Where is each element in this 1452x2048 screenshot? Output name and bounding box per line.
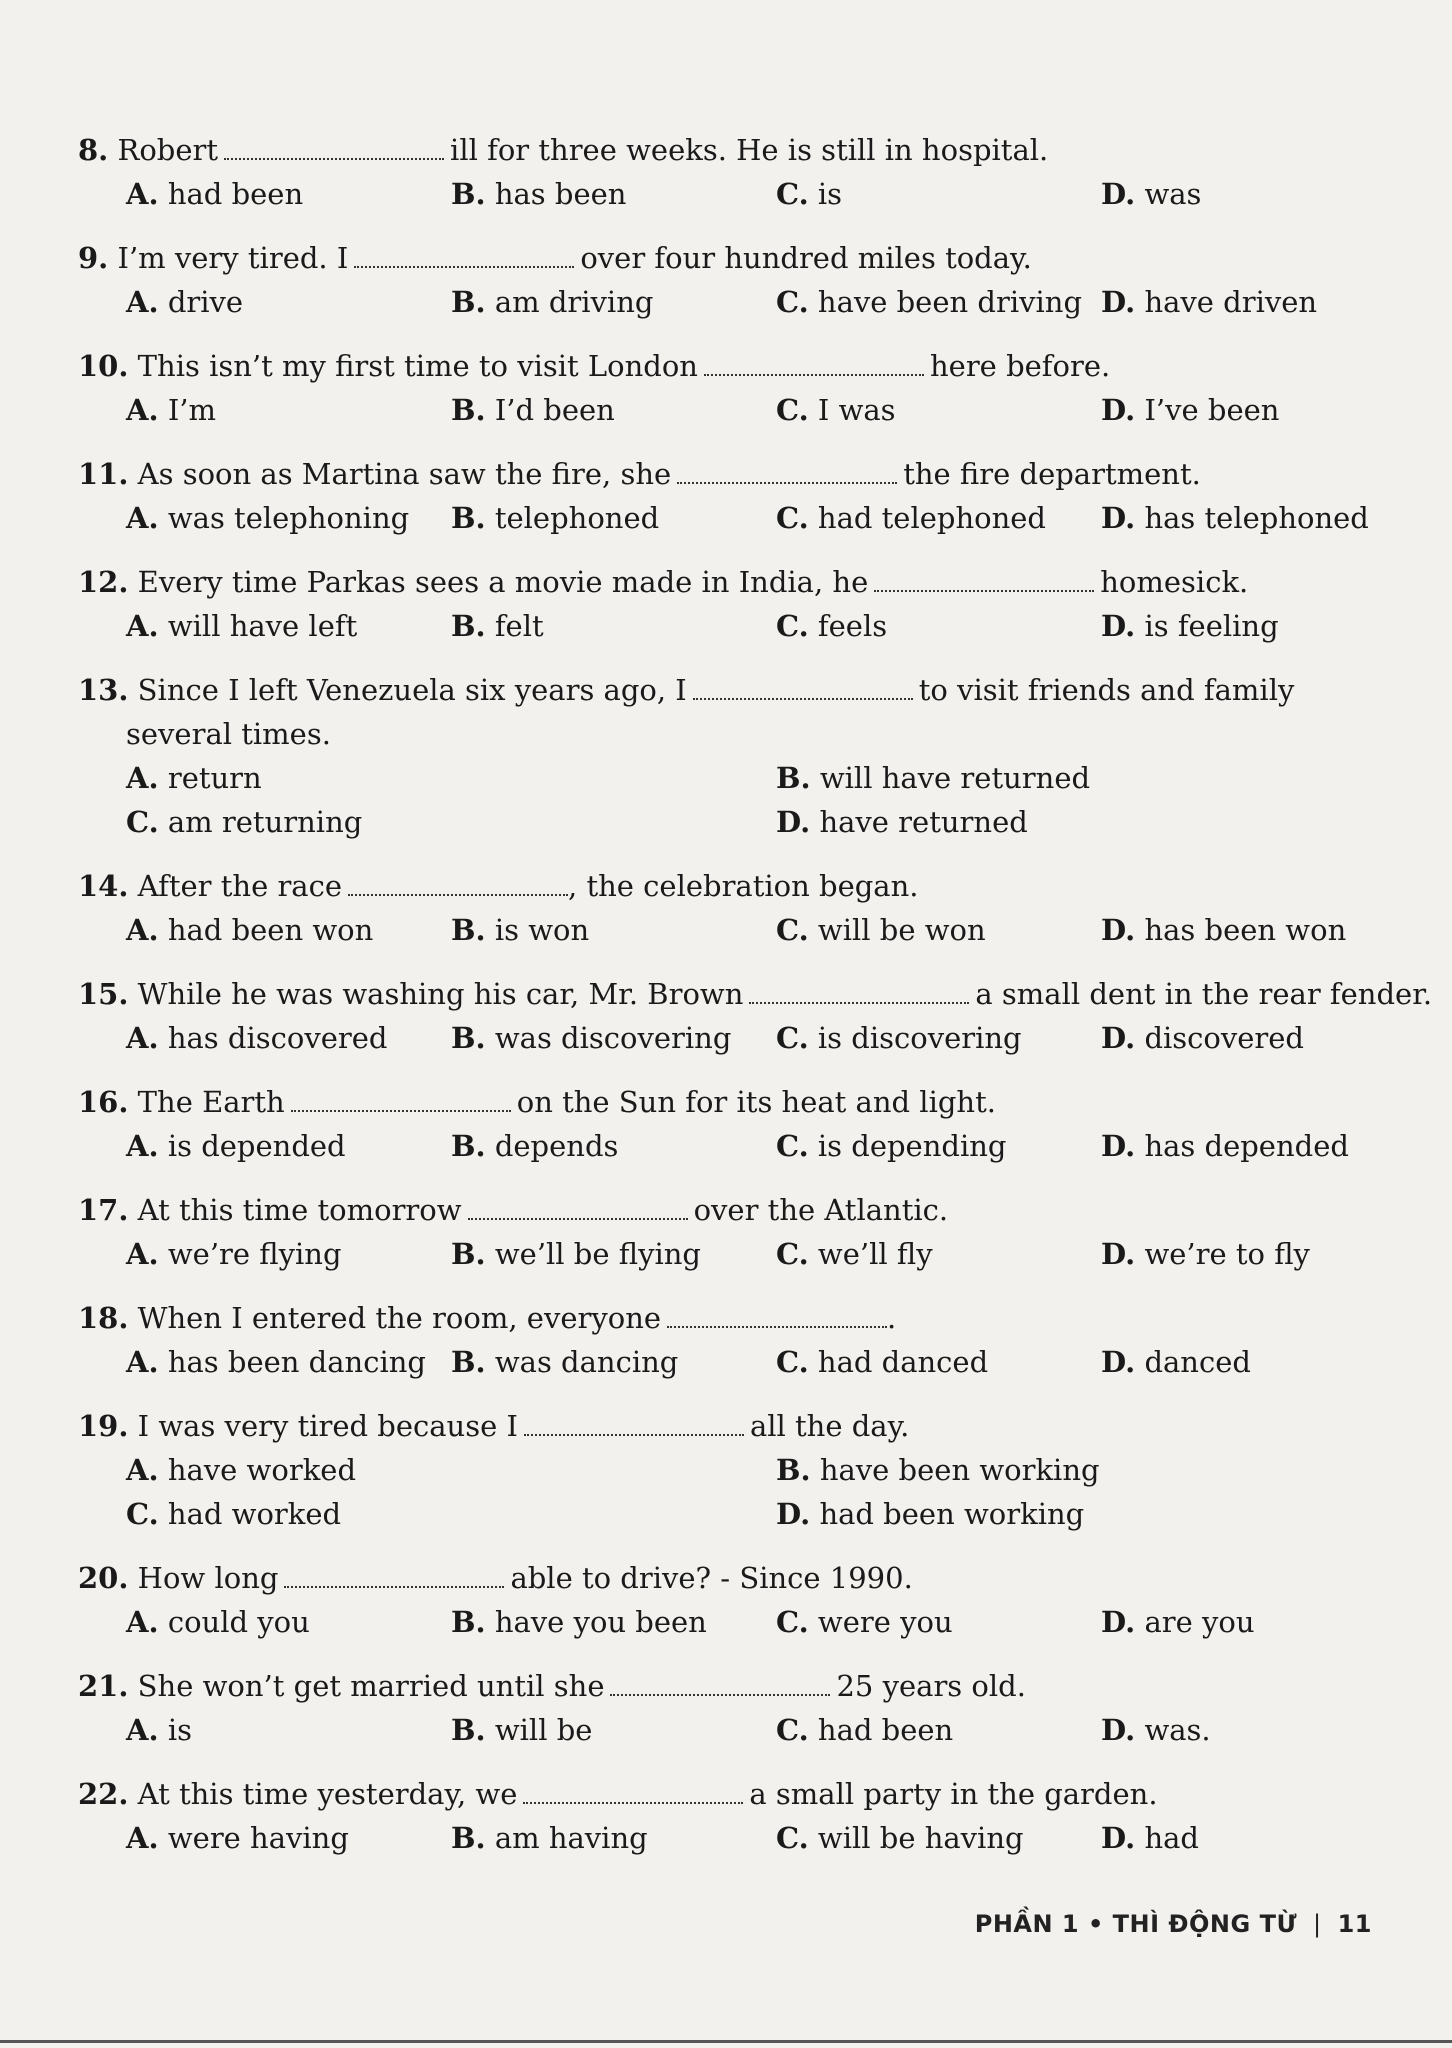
question-text-before: I was very tired because I bbox=[137, 1409, 518, 1443]
answer-blank bbox=[749, 982, 969, 1004]
question-text-before: At this time tomorrow bbox=[137, 1193, 462, 1227]
option-letter: A. bbox=[126, 1129, 159, 1163]
answer-option[interactable] bbox=[126, 496, 451, 540]
option-text: had been bbox=[817, 1713, 954, 1747]
question-stem bbox=[78, 668, 1378, 712]
answer-blank bbox=[677, 462, 897, 484]
question-item bbox=[78, 1080, 1378, 1168]
question-item bbox=[78, 1772, 1378, 1860]
option-letter: D. bbox=[1101, 913, 1136, 947]
question-text-after: homesick. bbox=[1100, 565, 1249, 599]
answer-option[interactable] bbox=[451, 1600, 776, 1644]
option-text: has been won bbox=[1144, 913, 1347, 947]
question-item bbox=[78, 668, 1378, 844]
question-item bbox=[78, 236, 1378, 324]
question-text-after: all the day. bbox=[749, 1409, 910, 1443]
answer-option[interactable] bbox=[451, 388, 776, 432]
answer-options bbox=[78, 1340, 1378, 1384]
answer-option[interactable] bbox=[126, 756, 776, 800]
answer-option[interactable] bbox=[451, 280, 776, 324]
option-text: has depended bbox=[1144, 1129, 1349, 1163]
question-text-before: How long bbox=[137, 1561, 279, 1595]
option-letter: B. bbox=[451, 1821, 486, 1855]
answer-blank bbox=[354, 246, 574, 268]
question-text-after: on the Sun for its heat and light. bbox=[516, 1085, 996, 1119]
question-stem bbox=[78, 1296, 1378, 1340]
question-text-before: She won’t get married until she bbox=[137, 1669, 605, 1703]
answer-option[interactable] bbox=[776, 1124, 1101, 1168]
option-letter: A. bbox=[126, 393, 159, 427]
page-number: 11 bbox=[1337, 1910, 1372, 1938]
question-item bbox=[78, 1556, 1378, 1644]
option-letter: B. bbox=[451, 913, 486, 947]
question-text-before: The Earth bbox=[137, 1085, 285, 1119]
option-text: we’re to fly bbox=[1144, 1237, 1310, 1271]
option-letter: A. bbox=[126, 285, 159, 319]
option-letter: B. bbox=[451, 285, 486, 319]
option-text: was discovering bbox=[494, 1021, 732, 1055]
answer-option[interactable] bbox=[451, 1816, 776, 1860]
option-text: will be bbox=[494, 1713, 593, 1747]
option-letter: A. bbox=[126, 501, 159, 535]
answer-option[interactable] bbox=[776, 388, 1101, 432]
answer-option[interactable] bbox=[776, 908, 1101, 952]
question-text-before: Since I left Venezuela six years ago, I bbox=[137, 673, 687, 707]
question-text-before: This isn’t my first time to visit London bbox=[137, 349, 698, 383]
option-text: will have returned bbox=[819, 761, 1091, 795]
option-text: will have left bbox=[167, 609, 358, 643]
option-text: feels bbox=[817, 609, 888, 643]
question-text-before: As soon as Martina saw the fire, she bbox=[137, 457, 672, 491]
option-text: return bbox=[167, 761, 262, 795]
answer-option[interactable] bbox=[776, 172, 1101, 216]
option-text: have been working bbox=[819, 1453, 1100, 1487]
option-letter: A. bbox=[126, 761, 159, 795]
answer-option[interactable] bbox=[126, 1124, 451, 1168]
question-number: 19. bbox=[78, 1409, 129, 1443]
option-letter: D. bbox=[1101, 1237, 1136, 1271]
option-letter: D. bbox=[1101, 1345, 1136, 1379]
question-number: 18. bbox=[78, 1301, 129, 1335]
answer-option[interactable] bbox=[451, 604, 776, 648]
answer-option[interactable] bbox=[776, 800, 1426, 844]
answer-option[interactable] bbox=[1101, 1016, 1426, 1060]
answer-option[interactable] bbox=[1101, 172, 1426, 216]
question-item bbox=[78, 128, 1378, 216]
question-stem bbox=[78, 1772, 1378, 1816]
answer-option[interactable] bbox=[776, 496, 1101, 540]
answer-option[interactable] bbox=[126, 800, 776, 844]
answer-blank bbox=[468, 1198, 688, 1220]
option-text: have returned bbox=[819, 805, 1028, 839]
question-stem bbox=[78, 236, 1378, 280]
answer-option[interactable] bbox=[451, 1340, 776, 1384]
question-number: 16. bbox=[78, 1085, 129, 1119]
answer-option[interactable] bbox=[1101, 280, 1426, 324]
option-letter: B. bbox=[776, 761, 811, 795]
question-stem bbox=[78, 864, 1378, 908]
option-letter: B. bbox=[451, 1345, 486, 1379]
question-number: 13. bbox=[78, 673, 129, 707]
option-letter: C. bbox=[776, 1345, 809, 1379]
option-text: was. bbox=[1144, 1713, 1211, 1747]
option-text: am driving bbox=[494, 285, 654, 319]
option-letter: C. bbox=[776, 177, 809, 211]
option-text: is depending bbox=[817, 1129, 1007, 1163]
question-item bbox=[78, 1664, 1378, 1752]
question-number: 20. bbox=[78, 1561, 129, 1595]
answer-option[interactable] bbox=[451, 1708, 776, 1752]
option-letter: B. bbox=[451, 1021, 486, 1055]
question-number: 14. bbox=[78, 869, 129, 903]
option-letter: A. bbox=[126, 1345, 159, 1379]
answer-blank bbox=[284, 1566, 504, 1588]
question-stem bbox=[78, 1664, 1378, 1708]
question-item bbox=[78, 1404, 1378, 1536]
option-letter: A. bbox=[126, 913, 159, 947]
option-letter: D. bbox=[1101, 1021, 1136, 1055]
answer-options bbox=[78, 1124, 1378, 1168]
question-stem bbox=[78, 1404, 1378, 1448]
option-letter: B. bbox=[451, 609, 486, 643]
question-item bbox=[78, 452, 1378, 540]
option-text: we’ll fly bbox=[817, 1237, 933, 1271]
answer-options bbox=[78, 756, 1378, 844]
footer-separator: | bbox=[1313, 1910, 1322, 1938]
option-text: could you bbox=[167, 1605, 310, 1639]
question-text-before: At this time yesterday, we bbox=[137, 1777, 518, 1811]
question-stem bbox=[78, 560, 1378, 604]
question-text-before: When I entered the room, everyone bbox=[137, 1301, 662, 1335]
question-stem bbox=[78, 972, 1433, 1016]
answer-option[interactable] bbox=[1101, 1232, 1426, 1276]
option-letter: C. bbox=[776, 285, 809, 319]
option-letter: C. bbox=[776, 1237, 809, 1271]
answer-option[interactable] bbox=[126, 1016, 451, 1060]
question-text-after: ill for three weeks. He is still in hospital. bbox=[450, 133, 1049, 167]
answer-option[interactable] bbox=[776, 1708, 1101, 1752]
answer-option[interactable] bbox=[1101, 388, 1426, 432]
option-text: am having bbox=[494, 1821, 648, 1855]
option-letter: C. bbox=[776, 1021, 809, 1055]
option-text: we’re flying bbox=[167, 1237, 342, 1271]
option-letter: A. bbox=[126, 1453, 159, 1487]
option-letter: C. bbox=[776, 609, 809, 643]
question-stem bbox=[78, 344, 1378, 388]
option-text: have been driving bbox=[817, 285, 1083, 319]
answer-options bbox=[78, 1448, 1378, 1536]
option-text: have worked bbox=[167, 1453, 357, 1487]
question-number: 21. bbox=[78, 1669, 129, 1703]
question-text-after: here before. bbox=[929, 349, 1111, 383]
option-text: will be having bbox=[817, 1821, 1024, 1855]
option-letter: D. bbox=[1101, 393, 1136, 427]
answer-blank bbox=[348, 874, 568, 896]
answer-option[interactable] bbox=[776, 756, 1426, 800]
option-text: danced bbox=[1144, 1345, 1251, 1379]
answer-option[interactable] bbox=[776, 1448, 1426, 1492]
option-text: had telephoned bbox=[817, 501, 1046, 535]
answer-option[interactable] bbox=[451, 172, 776, 216]
answer-option[interactable] bbox=[776, 1016, 1101, 1060]
option-letter: B. bbox=[451, 177, 486, 211]
option-text: are you bbox=[1144, 1605, 1255, 1639]
question-text-after: . bbox=[887, 1301, 897, 1335]
question-text-before: I’m very tired. I bbox=[117, 241, 349, 275]
option-letter: A. bbox=[126, 1605, 159, 1639]
answer-options bbox=[78, 388, 1378, 432]
option-letter: B. bbox=[451, 1237, 486, 1271]
option-text: have driven bbox=[1144, 285, 1318, 319]
option-text: is bbox=[817, 177, 843, 211]
answer-option[interactable] bbox=[451, 1016, 776, 1060]
option-text: were having bbox=[167, 1821, 349, 1855]
option-letter: A. bbox=[126, 609, 159, 643]
option-text: have you been bbox=[494, 1605, 707, 1639]
question-text-after: able to drive? - Since 1990. bbox=[510, 1561, 913, 1595]
question-number: 10. bbox=[78, 349, 129, 383]
option-text: had been bbox=[167, 177, 304, 211]
answer-options bbox=[78, 604, 1378, 648]
question-text-after: a small dent in the rear fender. bbox=[975, 977, 1433, 1011]
answer-options bbox=[78, 908, 1378, 952]
answer-blank bbox=[291, 1090, 511, 1112]
option-letter: C. bbox=[776, 393, 809, 427]
option-text: drive bbox=[167, 285, 244, 319]
question-text-continued: several times. bbox=[126, 717, 331, 751]
answer-options bbox=[78, 1016, 1378, 1060]
option-letter: D. bbox=[1101, 501, 1136, 535]
answer-blank bbox=[667, 1306, 887, 1328]
option-text: has discovered bbox=[167, 1021, 388, 1055]
option-letter: A. bbox=[126, 1021, 159, 1055]
option-text: had danced bbox=[817, 1345, 989, 1379]
footer-section-title: PHẦN 1 • THÌ ĐỘNG TỪ bbox=[974, 1910, 1297, 1938]
option-letter: C. bbox=[776, 1605, 809, 1639]
option-letter: C. bbox=[126, 1497, 159, 1531]
option-letter: A. bbox=[126, 1237, 159, 1271]
answer-blank bbox=[224, 138, 444, 160]
answer-option[interactable] bbox=[126, 388, 451, 432]
answer-option[interactable] bbox=[126, 1492, 776, 1536]
answer-blank bbox=[524, 1414, 744, 1436]
option-letter: D. bbox=[776, 805, 811, 839]
option-letter: C. bbox=[776, 1821, 809, 1855]
question-text-before: Robert bbox=[117, 133, 219, 167]
question-number: 22. bbox=[78, 1777, 129, 1811]
answer-option[interactable] bbox=[126, 1232, 451, 1276]
question-stem bbox=[78, 1188, 1378, 1232]
option-letter: B. bbox=[776, 1453, 811, 1487]
option-letter: C. bbox=[776, 501, 809, 535]
option-text: telephoned bbox=[494, 501, 660, 535]
answer-option[interactable] bbox=[126, 1448, 776, 1492]
answer-option[interactable] bbox=[1101, 1816, 1426, 1860]
option-text: were you bbox=[817, 1605, 953, 1639]
answer-blank bbox=[704, 354, 924, 376]
question-number: 9. bbox=[78, 241, 109, 275]
option-text: had been working bbox=[819, 1497, 1085, 1531]
option-letter: B. bbox=[451, 1713, 486, 1747]
option-letter: C. bbox=[776, 1129, 809, 1163]
question-item bbox=[78, 560, 1378, 648]
answer-option[interactable] bbox=[451, 496, 776, 540]
option-text: has telephoned bbox=[1144, 501, 1369, 535]
answer-blank bbox=[874, 570, 1094, 592]
answer-options bbox=[78, 172, 1378, 216]
option-text: will be won bbox=[817, 913, 986, 947]
answer-option[interactable] bbox=[126, 908, 451, 952]
option-letter: C. bbox=[776, 1713, 809, 1747]
question-number: 17. bbox=[78, 1193, 129, 1227]
option-text: had bbox=[1144, 1821, 1199, 1855]
option-text: we’ll be flying bbox=[494, 1237, 701, 1271]
question-text-after: over the Atlantic. bbox=[693, 1193, 949, 1227]
answer-option[interactable] bbox=[1101, 908, 1426, 952]
answer-options bbox=[78, 280, 1378, 324]
option-letter: D. bbox=[1101, 1713, 1136, 1747]
question-text-after: a small party in the garden. bbox=[749, 1777, 1158, 1811]
answer-option[interactable] bbox=[126, 1708, 451, 1752]
answer-option[interactable] bbox=[1101, 1600, 1426, 1644]
answer-option[interactable] bbox=[1101, 1708, 1426, 1752]
answer-option[interactable] bbox=[776, 1340, 1101, 1384]
exercise-page bbox=[78, 128, 1433, 1880]
option-letter: D. bbox=[1101, 609, 1136, 643]
answer-blank bbox=[693, 678, 913, 700]
answer-option[interactable] bbox=[776, 280, 1101, 324]
question-text-before: Every time Parkas sees a movie made in India, he bbox=[137, 565, 869, 599]
answer-options bbox=[78, 1816, 1378, 1860]
question-text-before: While he was washing his car, Mr. Brown bbox=[137, 977, 744, 1011]
option-letter: D. bbox=[1101, 1129, 1136, 1163]
option-text: was telephoning bbox=[167, 501, 410, 535]
answer-blank bbox=[523, 1782, 743, 1804]
question-stem bbox=[78, 452, 1378, 496]
question-number: 8. bbox=[78, 133, 109, 167]
page-footer bbox=[975, 1910, 1372, 1938]
option-text: is feeling bbox=[1144, 609, 1279, 643]
answer-option[interactable] bbox=[1101, 496, 1426, 540]
option-letter: C. bbox=[776, 913, 809, 947]
question-text-after: to visit friends and family bbox=[918, 673, 1295, 707]
question-stem bbox=[78, 1080, 1378, 1124]
answer-option[interactable] bbox=[776, 1816, 1101, 1860]
option-letter: C. bbox=[126, 805, 159, 839]
option-letter: A. bbox=[126, 1713, 159, 1747]
question-stem bbox=[78, 128, 1378, 172]
option-text: I’m bbox=[167, 393, 217, 427]
answer-option[interactable] bbox=[776, 1600, 1101, 1644]
answer-options bbox=[78, 1232, 1378, 1276]
option-letter: D. bbox=[776, 1497, 811, 1531]
answer-option[interactable] bbox=[776, 604, 1101, 648]
option-letter: D. bbox=[1101, 177, 1136, 211]
answer-option[interactable] bbox=[126, 172, 451, 216]
question-text-after: the fire department. bbox=[903, 457, 1201, 491]
option-text: had worked bbox=[167, 1497, 342, 1531]
option-text: was bbox=[1144, 177, 1202, 211]
option-letter: A. bbox=[126, 177, 159, 211]
option-text: I’d been bbox=[494, 393, 615, 427]
option-letter: D. bbox=[1101, 1821, 1136, 1855]
question-number: 11. bbox=[78, 457, 129, 491]
option-text: has been dancing bbox=[167, 1345, 426, 1379]
question-text-after: 25 years old. bbox=[836, 1669, 1026, 1703]
option-letter: B. bbox=[451, 1129, 486, 1163]
answer-option[interactable] bbox=[776, 1232, 1101, 1276]
answer-option[interactable] bbox=[451, 1232, 776, 1276]
question-number: 12. bbox=[78, 565, 129, 599]
question-text-before: After the race bbox=[137, 869, 343, 903]
option-letter: B. bbox=[451, 393, 486, 427]
question-stem bbox=[78, 1556, 1378, 1600]
option-text: discovered bbox=[1144, 1021, 1304, 1055]
answer-options bbox=[78, 1600, 1378, 1644]
answer-option[interactable] bbox=[1101, 604, 1426, 648]
question-text-after: , the celebration began. bbox=[568, 869, 919, 903]
option-letter: D. bbox=[1101, 1605, 1136, 1639]
answer-option[interactable] bbox=[126, 1340, 451, 1384]
option-text: I was bbox=[817, 393, 896, 427]
option-letter: B. bbox=[451, 501, 486, 535]
question-text-after: over four hundred miles today. bbox=[580, 241, 1032, 275]
option-letter: A. bbox=[126, 1821, 159, 1855]
question-item bbox=[78, 864, 1378, 952]
option-text: depends bbox=[494, 1129, 619, 1163]
option-text: felt bbox=[494, 609, 544, 643]
option-text: am returning bbox=[167, 805, 363, 839]
option-text: I’ve been bbox=[1144, 393, 1280, 427]
answer-options bbox=[78, 496, 1378, 540]
answer-option[interactable] bbox=[1101, 1124, 1426, 1168]
question-number: 15. bbox=[78, 977, 129, 1011]
option-text: is depended bbox=[167, 1129, 346, 1163]
question-item bbox=[78, 344, 1378, 432]
option-text: is discovering bbox=[817, 1021, 1022, 1055]
option-letter: D. bbox=[1101, 285, 1136, 319]
answer-blank bbox=[610, 1674, 830, 1696]
answer-option[interactable] bbox=[126, 1816, 451, 1860]
answer-options bbox=[78, 1708, 1378, 1752]
answer-option[interactable] bbox=[776, 1492, 1426, 1536]
option-text: is bbox=[167, 1713, 192, 1747]
answer-option[interactable] bbox=[451, 1124, 776, 1168]
option-letter: B. bbox=[451, 1605, 486, 1639]
option-text: had been won bbox=[167, 913, 374, 947]
answer-option[interactable] bbox=[126, 604, 451, 648]
question-item bbox=[78, 1188, 1378, 1276]
answer-option[interactable] bbox=[451, 908, 776, 952]
answer-option[interactable] bbox=[1101, 1340, 1426, 1384]
option-text: was dancing bbox=[494, 1345, 679, 1379]
option-text: has been bbox=[494, 177, 627, 211]
option-text: is won bbox=[494, 913, 590, 947]
answer-option[interactable] bbox=[126, 280, 451, 324]
question-item bbox=[78, 972, 1433, 1060]
answer-option[interactable] bbox=[126, 1600, 451, 1644]
question-item bbox=[78, 1296, 1378, 1384]
bottom-rule bbox=[0, 2040, 1452, 2043]
